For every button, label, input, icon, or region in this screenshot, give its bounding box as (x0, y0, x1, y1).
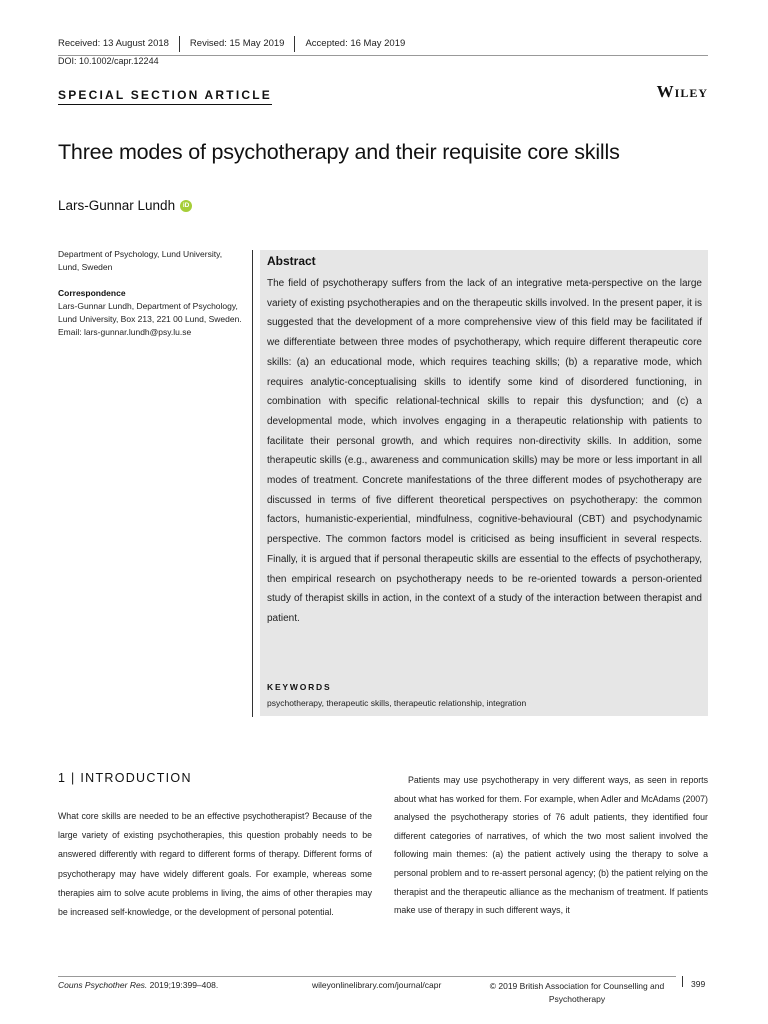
citation-details: 2019;19:399–408. (147, 980, 219, 990)
affiliation: Department of Psychology, Lund University, Lund, Sweden (58, 249, 223, 272)
orcid-icon[interactable]: iD (180, 200, 192, 212)
received-date: Received: 13 August 2018 (58, 38, 169, 49)
body-paragraph-left: What core skills are needed to be an effective psychotherapist? Because of the large variety of existing psychotherapies, this question probably needs to be answered differently with regard to different forms of therapy. Different forms of psychotherapy may have widely different goals. For example, whereas some therapies aim to solve acute problems in living, the aims of other therapies may be increased self-knowledge, or the development of personal potential. (58, 811, 372, 918)
abstract-heading: Abstract (267, 254, 316, 268)
abstract-divider (252, 250, 253, 717)
accepted-date: Accepted: 16 May 2019 (305, 38, 406, 49)
footer-divider (682, 976, 683, 987)
publisher-logo: Wiley (656, 82, 708, 101)
footer-rule (58, 976, 676, 977)
doi[interactable]: DOI: 10.1002/capr.12244 (58, 56, 159, 66)
author-name[interactable]: Lars-Gunnar Lundh (58, 198, 176, 213)
article-dates (58, 36, 415, 52)
keywords-heading: KEYWORDS (267, 682, 332, 692)
author-line (58, 198, 192, 213)
copyright: © 2019 British Association for Counselling and Psychotherapy (489, 981, 665, 1004)
abstract-text: The field of psychotherapy suffers from the lack of an integrative meta-perspective on the large variety of existing psychotherapies and on the therapeutic skills involved. In the present paper, it is suggested that the development of a more comprehensive view of this field may be facilitated if we differentiate between three modes of psychotherapy, which require different therapeutic core skills: (a) an educational mode, which requires teaching skills; (b) a reparative mode, which requires analytic-conceptualising skills to identify some kind of disordered functioning, in combination with specific relational-technical skills to repair this dysfunction; and (c) a developmental mode, which involves engaging in a therapeutic relationship with patients to facilitate their personal growth, and which requires non-directivity skills. In addition, some therapeutic skills (e.g., awareness and communication skills) may be more or less important in all modes of treatment. Concrete manifestations of the three different modes of psychotherapy are discussed in terms of five different theoretical perspectives on psychotherapy: the common factors, humanistic-experiential, mindfulness, cognitive-behavioural (CBT) and psychodynamic perspective. The common factors model is criticised as being insufficient in several respects. Finally, it is argued that if personal therapeutic skills are essential to the effects of psychotherapy, then empirical research on psychotherapy needs to be re-oriented towards a person-oriented study of therapist skills in action, in the context of a study of the interaction between therapist and patient. (267, 278, 702, 624)
correspondence-address: Lars-Gunnar Lundh, Department of Psychology, Lund University, Box 213, 221 00 Lund, Sweden. (58, 301, 242, 324)
section-label: SPECIAL SECTION ARTICLE (58, 88, 272, 105)
section-heading-introduction: 1 | INTRODUCTION (58, 771, 192, 785)
body-paragraph-right: Patients may use psychotherapy in very different ways, as seen in reports about what has worked for them. For example, when Adler and McAdams (2007) analysed the psychotherapy stories of 76 adult patients, they identified four different categories of narratives, of which the two most salient involved the following main themes: (a) the patient actively using the therapy to solve a personal problem and to re-assert personal agency; (b) the patient relying on the therapist and the therapeutic alliance as the mechanism of treatment. If patients make use of therapy in such different ways, it (394, 775, 708, 916)
correspondence-heading: Correspondence (58, 288, 126, 298)
journal-name: Couns Psychother Res. (58, 980, 148, 990)
page-number: 399 (691, 979, 706, 989)
footer-citation (58, 980, 218, 990)
correspondence-block (58, 300, 248, 339)
journal-url[interactable]: wileyonlinelibrary.com/journal/capr (312, 980, 442, 990)
correspondence-email[interactable]: Email: lars-gunnar.lundh@psy.lu.se (58, 327, 192, 337)
article-title: Three modes of psychotherapy and their requisite core skills (58, 140, 620, 164)
keywords-list: psychotherapy, therapeutic skills, therapeutic relationship, integration (267, 698, 527, 708)
revised-date: Revised: 15 May 2019 (189, 38, 285, 49)
